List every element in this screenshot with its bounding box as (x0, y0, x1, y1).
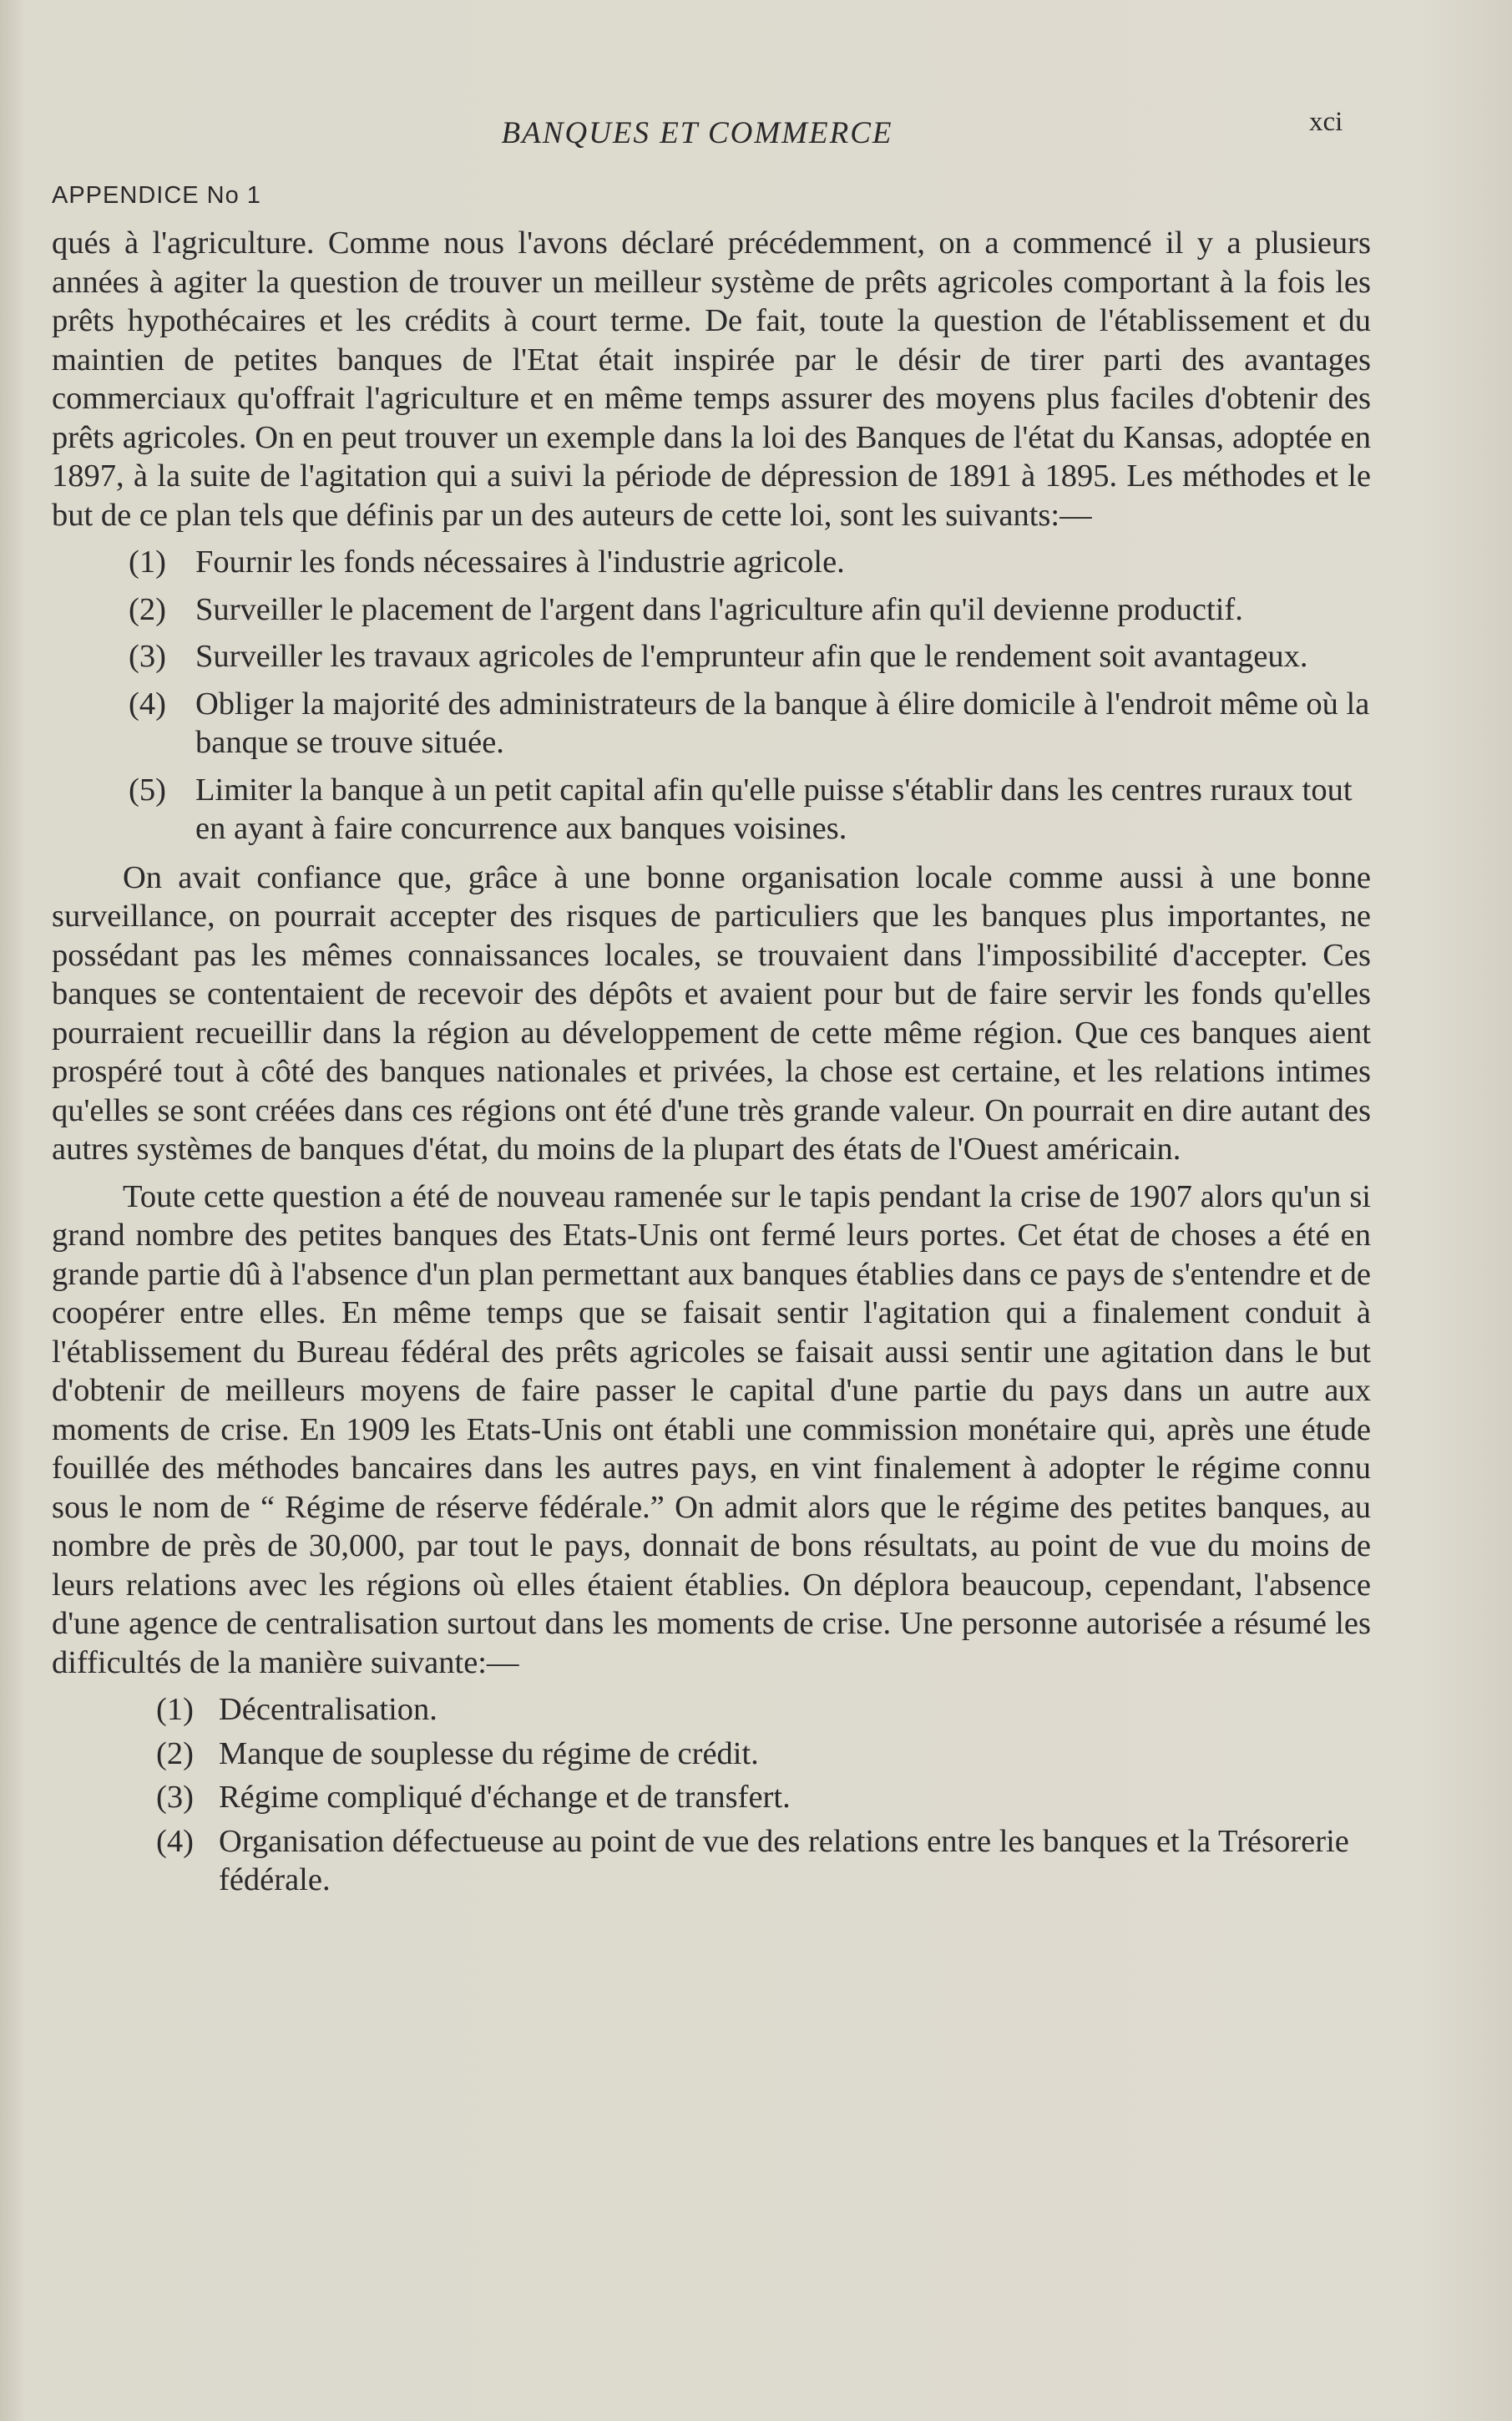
paragraph-1: qués à l'agriculture. Comme nous l'avons déclaré précédemment, on a commencé il y a plusieurs années à agiter la question de trouver un meilleur système de prêts agricoles comportant à la fois les prêts hypothécaires et les crédits à court terme. De fait, toute la question de l'établissement et du maintien de petites banques de l'Etat était inspirée par le désir de tirer parti des avantages commerciaux qu'offrait l'agriculture et en même temps assurer des moyens plus faciles d'obtenir des prêts agricoles. On en peut trouver un exemple dans la loi des Banques de l'état du Kansas, adoptée en 1897, à la suite de l'agitation qui a suivi la période de dépression de 1891 à 1895. Les méthodes et le but de ce plan tels que définis par un des auteurs de cette loi, sont les suivants:— (52, 225, 1371, 533)
list-text: Limiter la banque à un petit capital afin qu'elle puisse s'établir dans les centres ruraux tout en ayant à faire concurrence aux banques voisines. (195, 772, 1353, 846)
list-item (52, 543, 1371, 582)
list-number: (1) (129, 544, 166, 580)
list-item (52, 685, 1371, 762)
list-number: (3) (129, 639, 166, 674)
list-number: (5) (129, 772, 166, 808)
list-text: Obliger la majorité des administrateurs de la banque à élire domicile à l'endroit même où la banque se trouve située. (195, 686, 1370, 760)
list-item (52, 590, 1371, 630)
running-header-title: BANQUES ET COMMERCE (501, 116, 893, 150)
list-text: Surveiller les travaux agricoles de l'emprunteur afin que le rendement soit avantageux. (195, 639, 1308, 674)
list-text: Surveiller le placement de l'argent dans l'agriculture afin qu'il devienne productif. (195, 591, 1243, 627)
list-text: Fournir les fonds nécessaires à l'industrie agricole. (195, 544, 845, 580)
appendix-label: APPENDICE No 1 (52, 182, 261, 209)
list-number: (4) (129, 686, 166, 722)
list-item (52, 1735, 1371, 1774)
list-number: (2) (129, 591, 166, 627)
list-number: (4) (156, 1823, 194, 1859)
list-item (52, 771, 1371, 848)
list-number: (1) (156, 1692, 194, 1727)
body-text (52, 224, 1371, 1905)
list-item (52, 1778, 1371, 1817)
list-number: (2) (156, 1735, 194, 1771)
page-number: xci (1309, 107, 1343, 137)
list-item (52, 1690, 1371, 1730)
list-text: Organisation défectueuse au point de vue des relations entre les banques et la Trésorerie fédérale. (219, 1823, 1349, 1897)
list-item (52, 1822, 1371, 1900)
list-item (52, 637, 1371, 676)
objectives-list (52, 543, 1371, 848)
list-text: Décentralisation. (219, 1692, 437, 1727)
paragraph-3: Toute cette question a été de nouveau ramenée sur le tapis pendant la crise de 1907 alors qu'un si grand nombre des petites banques des Etats-Unis ont fermé leurs portes. Cet état de choses a été en grande partie dû à l'absence d'un plan permettant aux banques établies dans ce pays de s'entendre et de coopérer entre elles. En même temps que se faisait sentir l'agitation qui a finalement conduit à l'établissement du Bureau fédéral des prêts agricoles se faisait aussi sentir une agitation dans le but d'obtenir de meilleurs moyens de faire passer le capital d'une partie du pays dans un autre aux moments de crise. En 1909 les Etats-Unis ont établi une commission monétaire qui, après une étude fouillée des méthodes bancaires dans les autres pays, en vint finalement à adopter le régime connu sous le nom de “ Régime de réserve fédérale.” On admit alors que le régime des petites banques, au nombre de près de 30,000, par tout le pays, donnait de bons résultats, au point de vue du moins de leurs relations avec les régions où elles étaient établies. On déplora beaucoup, cependant, l'absence d'une agence de centralisation surtout dans les moments de crise. Une personne autorisée a résumé les difficultés de la manière suivante:— (52, 1178, 1371, 1680)
list-number: (3) (156, 1780, 194, 1815)
list-text: Régime compliqué d'échange et de transfert. (219, 1780, 791, 1815)
difficulties-list (52, 1690, 1371, 1900)
paragraph-2: On avait confiance que, grâce à une bonne organisation locale comme aussi à une bonne surveillance, on pourrait accepter des risques de particuliers que les banques plus importantes, ne possédant pas les mêmes connaissances locales, se trouvaient dans l'impossibilité d'accepter. Ces banques se contentaient de recevoir des dépôts et avaient pour but de faire servir les fonds qu'elles pourraient recueillir dans la région au développement de cette même région. Que ces banques aient prospéré tout à côté des banques nationales et privées, la chose est certaine, et les relations intimes qu'elles se sont créées dans ces régions ont été d'une très grande valeur. On pourrait en dire autant des autres systèmes de banques d'état, du moins de la plupart des états de l'Ouest américain. (52, 859, 1371, 1167)
list-text: Manque de souplesse du régime de crédit. (219, 1735, 759, 1771)
